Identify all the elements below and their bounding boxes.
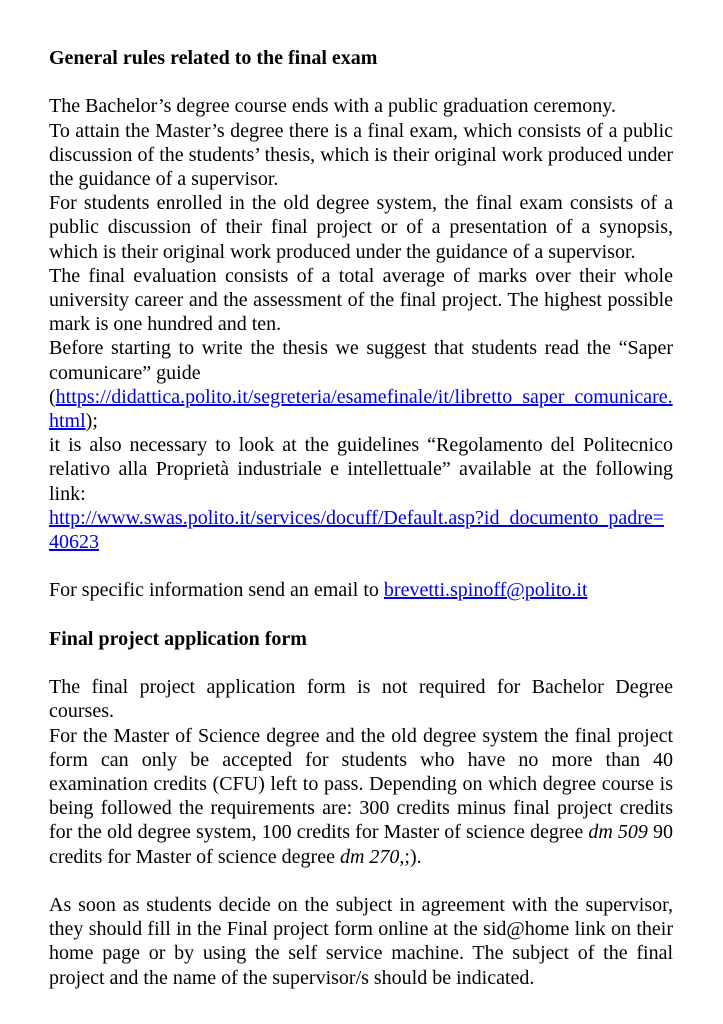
paragraph-regolamento: it is also necessary to look at the guidelines “Regolamento del Politecnico relativo alla Proprietà industriale e intellettuale” available at the following link: <box>49 434 673 505</box>
contact-email-link[interactable]: brevetti.spinoff@polito.it <box>383 579 588 602</box>
spacer <box>49 554 673 578</box>
requirements-text-3: ,;). <box>399 845 422 868</box>
saper-comunicare-link[interactable]: https://didattica.polito.it/segreteria/esamefinale/it/libretto_saper_comunicare.html <box>49 385 673 433</box>
paragraph-saper-comunicare <box>49 336 673 433</box>
paragraph-form-not-required: The final project application form is not required for Bachelor Degree courses. <box>49 676 673 723</box>
requirements-text-2: 90 credits for Master of science degree <box>49 821 673 868</box>
paragraph-master-final-exam: To attain the Master’s degree there is a final exam, which consists of a public discussion of the students’ thesis, which is their original work produced under the guidance of a supervisor. <box>49 119 673 190</box>
dm270-label: dm 270 <box>339 845 400 868</box>
paragraph-regolamento-link <box>49 506 673 554</box>
close-paren: ); <box>85 410 98 433</box>
contact-text: For specific information send an email to <box>49 579 384 602</box>
regolamento-link[interactable]: http://www.swas.polito.it/services/docuff/Default.asp?id_documento_padre=40623 <box>49 506 665 554</box>
paragraph-final-evaluation: The final evaluation consists of a total average of marks over their whole university career and the assessment of the final project. The highest possible mark is one hundred and ten. <box>49 264 673 336</box>
spacer <box>49 651 673 675</box>
paragraph-old-degree-system: For students enrolled in the old degree system, the final exam consists of a public discussion of their final project or of a presentation of a synopsis, which is their original work produced under the guidance of a supervisor. <box>49 192 673 263</box>
section-heading-final-exam: General rules related to the final exam <box>49 47 378 69</box>
dm509-label: dm 509 <box>588 821 648 844</box>
section-heading-application-form: Final project application form <box>49 627 307 650</box>
spacer <box>49 70 673 94</box>
paragraph-contact <box>49 578 673 602</box>
paragraph-bachelor-ceremony: The Bachelor’s degree course ends with a public graduation ceremony. <box>49 95 617 118</box>
paragraph-fill-in-form: As soon as students decide on the subject in agreement with the supervisor, they should fill in the Final project form online at the sid@home link on their home page or by using the self service machine. The subject of the final project and the name of the supervisor/s should be indicated. <box>49 894 673 989</box>
open-paren: ( <box>49 385 56 408</box>
spacer <box>49 869 673 893</box>
document-page <box>49 46 673 990</box>
saper-comunicare-text: Before starting to write the thesis we suggest that students read the “Saper comunicare” guide <box>49 337 673 384</box>
paragraph-master-requirements <box>49 724 673 869</box>
requirements-text-1: For the Master of Science degree and the old degree system the final project form can only be accepted for students who have no more than 40 examination credits (CFU) left to pass. Depending on which degree course is being followed the requirements are: 300 credits minus final project credits for the old degree system, 100 credits for Master of science degree <box>49 724 673 844</box>
spacer <box>49 603 673 627</box>
